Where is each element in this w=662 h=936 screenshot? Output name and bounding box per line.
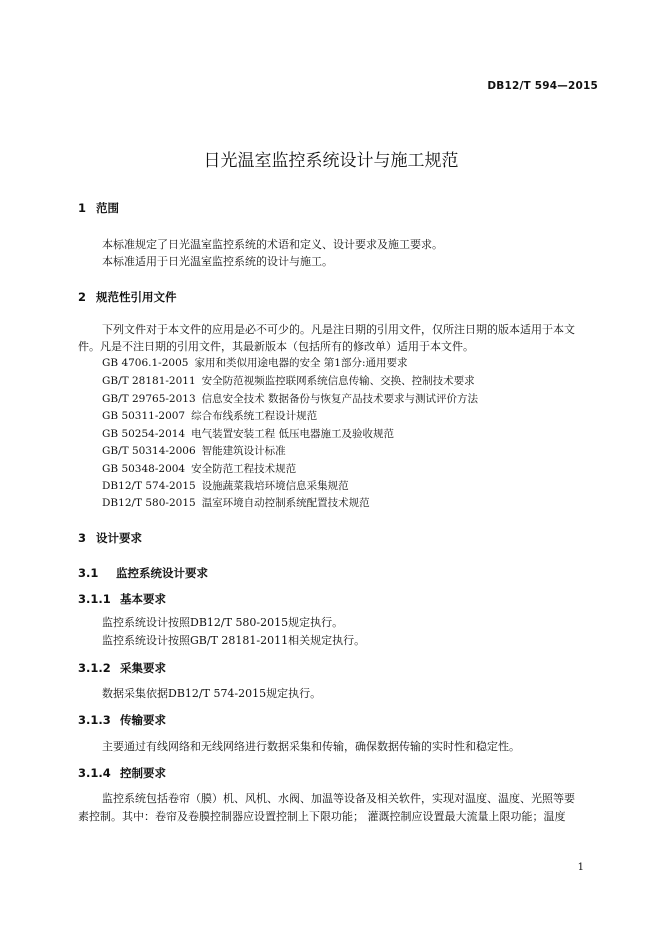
paragraph: 主要通过有线网络和无线网络进行数据采集和传输，确保数据传输的实时性和稳定性。 bbox=[102, 740, 520, 753]
section-title: 采集要求 bbox=[120, 661, 166, 675]
section-title: 规范性引用文件 bbox=[96, 290, 177, 304]
paragraph: 监控系统设计按照GB/T 28181-2011相关规定执行。 bbox=[102, 634, 366, 647]
reference-code: DB12/T 574-2015 bbox=[102, 480, 196, 492]
reference-code: GB/T 50314-2006 bbox=[102, 445, 196, 457]
reference-item bbox=[102, 478, 349, 493]
section-title: 传输要求 bbox=[120, 713, 166, 727]
subsection-3-1-4-heading bbox=[78, 765, 166, 781]
reference-title: 综合布线系统工程设计规范 bbox=[191, 410, 318, 422]
subsection-3-1-2-heading bbox=[78, 660, 166, 676]
reference-code: DB12/T 580-2015 bbox=[102, 497, 196, 509]
section-number: 3 bbox=[78, 531, 87, 545]
reference-code: GB 50254-2014 bbox=[102, 428, 186, 440]
reference-code: GB 50311-2007 bbox=[102, 410, 186, 422]
reference-item bbox=[102, 355, 408, 370]
reference-title: 安全防范工程技术规范 bbox=[191, 463, 297, 475]
section-number: 3.1.4 bbox=[78, 766, 111, 780]
reference-title: 家用和类似用途电器的安全 第1部分:通用要求 bbox=[194, 357, 408, 369]
paragraph-continuation: 件。凡是不注日期的引用文件，其最新版本（包括所有的修改单）适用于本文件。 bbox=[78, 340, 474, 353]
reference-item bbox=[102, 373, 475, 388]
reference-code: GB 50348-2004 bbox=[102, 463, 186, 475]
reference-title: 信息安全技术 数据备份与恢复产品技术要求与测试评价方法 bbox=[201, 393, 478, 405]
paragraph: 本标准适用于日光温室监控系统的设计与施工。 bbox=[102, 255, 333, 268]
standard-code: DB12/T 594—2015 bbox=[487, 80, 598, 92]
section-title: 基本要求 bbox=[120, 592, 166, 606]
section-3-heading bbox=[78, 530, 142, 546]
section-title: 范围 bbox=[96, 201, 119, 215]
reference-item bbox=[102, 443, 286, 458]
section-title: 设计要求 bbox=[96, 531, 142, 545]
reference-title: 电气装置安装工程 低压电器施工及验收规范 bbox=[191, 428, 394, 440]
section-number: 3.1.3 bbox=[78, 713, 111, 727]
reference-title: 设施蔬菜栽培环境信息采集规范 bbox=[201, 480, 349, 492]
paragraph: 监控系统设计按照DB12/T 580-2015规定执行。 bbox=[102, 616, 344, 629]
paragraph: 监控系统包括卷帘（膜）机、风机、水阀、加温等设备及相关软件，实现对温度、温度、光照等要 bbox=[102, 792, 575, 805]
paragraph-continuation: 素控制。其中：卷帘及卷膜控制器应设置控制上下限功能； 灌溉控制应设置最大流量上限功能；温度 bbox=[78, 810, 566, 823]
reference-title: 安全防范视频监控联网系统信息传输、交换、控制技术要求 bbox=[201, 375, 475, 387]
paragraph: 本标准规定了日光温室监控系统的术语和定义、设计要求及施工要求。 bbox=[102, 238, 443, 251]
section-number: 3.1.1 bbox=[78, 592, 111, 606]
reference-code: GB 4706.1-2005 bbox=[102, 357, 189, 369]
page-title: 日光温室监控系统设计与施工规范 bbox=[203, 151, 459, 171]
paragraph: 下列文件对于本文件的应用是必不可少的。凡是注日期的引用文件，仅所注日期的版本适用于本文 bbox=[102, 323, 575, 336]
reference-item bbox=[102, 495, 370, 510]
subsection-3-1-heading bbox=[78, 565, 208, 581]
reference-item bbox=[102, 408, 317, 423]
reference-code: GB/T 28181-2011 bbox=[102, 375, 196, 387]
section-number: 3.1 bbox=[78, 566, 99, 580]
section-2-heading bbox=[78, 289, 177, 305]
section-number: 3.1.2 bbox=[78, 661, 111, 675]
reference-title: 智能建筑设计标准 bbox=[201, 445, 286, 457]
reference-code: GB/T 29765-2013 bbox=[102, 393, 196, 405]
page-number: 1 bbox=[577, 862, 584, 873]
section-number: 1 bbox=[78, 201, 87, 215]
section-number: 2 bbox=[78, 290, 87, 304]
reference-item bbox=[102, 461, 296, 476]
reference-title: 温室环境自动控制系统配置技术规范 bbox=[201, 497, 370, 509]
section-title: 控制要求 bbox=[120, 766, 166, 780]
subsection-3-1-3-heading bbox=[78, 712, 166, 728]
reference-item bbox=[102, 391, 478, 406]
paragraph: 数据采集依据DB12/T 574-2015规定执行。 bbox=[102, 687, 322, 700]
reference-item bbox=[102, 426, 394, 441]
section-1-heading bbox=[78, 200, 119, 216]
subsection-3-1-1-heading bbox=[78, 591, 166, 607]
section-title: 监控系统设计要求 bbox=[116, 566, 208, 580]
